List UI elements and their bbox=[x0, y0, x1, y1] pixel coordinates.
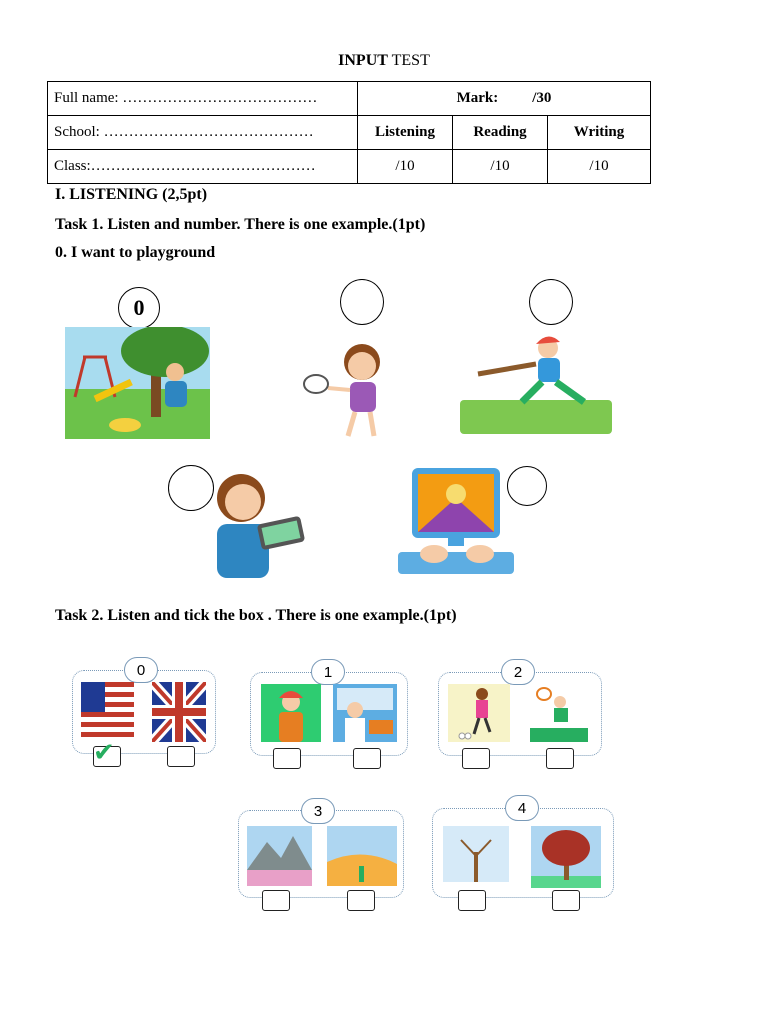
usa-flag-picture bbox=[81, 682, 134, 742]
tablet-girl-picture bbox=[205, 468, 305, 578]
dentist-picture bbox=[333, 684, 397, 742]
skill-listening: Listening bbox=[358, 116, 453, 150]
winter-tree-picture bbox=[443, 826, 509, 888]
task1-example: 0. I want to playground bbox=[55, 244, 216, 261]
check-mark-icon: ✔ bbox=[93, 738, 115, 768]
task1-heading: Task 1. Listen and number. There is one example.(1pt) bbox=[55, 216, 426, 233]
tick-box-2a[interactable] bbox=[462, 748, 490, 769]
school-field[interactable]: School: …………………………………… bbox=[48, 116, 358, 150]
tick-box-1a[interactable] bbox=[273, 748, 301, 769]
firefighter-picture bbox=[261, 684, 321, 742]
score-writing: /10 bbox=[548, 150, 651, 184]
question-number-1: 1 bbox=[311, 659, 345, 685]
mark-cell: Mark: /30 bbox=[358, 82, 651, 116]
info-table bbox=[47, 81, 651, 184]
tick-box-2b[interactable] bbox=[546, 748, 574, 769]
tick-box-0b[interactable] bbox=[167, 746, 195, 767]
tick-box-4b[interactable] bbox=[552, 890, 580, 911]
skill-writing: Writing bbox=[548, 116, 651, 150]
mountain-picture bbox=[247, 826, 312, 886]
tick-box-3a[interactable] bbox=[262, 890, 290, 911]
question-number-2: 2 bbox=[501, 659, 535, 685]
answer-circle-1[interactable] bbox=[340, 279, 384, 325]
question-number-4: 4 bbox=[505, 795, 539, 821]
uk-flag-picture bbox=[152, 682, 206, 742]
question-number-0: 0 bbox=[124, 657, 158, 683]
section-listening-heading: I. LISTENING (2,5pt) bbox=[55, 186, 208, 203]
class-field[interactable]: Class:……………………………………… bbox=[48, 150, 358, 184]
baseball-picture bbox=[460, 330, 612, 434]
autumn-tree-picture bbox=[531, 826, 601, 888]
tennis-picture bbox=[530, 684, 588, 742]
tick-box-3b[interactable] bbox=[347, 890, 375, 911]
playground-picture bbox=[65, 327, 210, 439]
score-reading: /10 bbox=[453, 150, 548, 184]
badminton-girl-picture bbox=[300, 338, 400, 442]
tick-box-1b[interactable] bbox=[353, 748, 381, 769]
example-number-circle: 0 bbox=[118, 287, 160, 329]
score-listening: /10 bbox=[358, 150, 453, 184]
bowling-picture bbox=[448, 684, 510, 742]
tick-box-4a[interactable] bbox=[458, 890, 486, 911]
task2-heading: Task 2. Listen and tick the box . There is one example.(1pt) bbox=[55, 607, 457, 624]
question-number-3: 3 bbox=[301, 798, 335, 824]
answer-circle-2[interactable] bbox=[529, 279, 573, 325]
page-title: INPUT TEST bbox=[338, 52, 430, 69]
skill-reading: Reading bbox=[453, 116, 548, 150]
computer-game-picture bbox=[396, 468, 516, 588]
desert-picture bbox=[327, 826, 397, 886]
full-name-field[interactable]: Full name: ………………………………… bbox=[48, 82, 358, 116]
